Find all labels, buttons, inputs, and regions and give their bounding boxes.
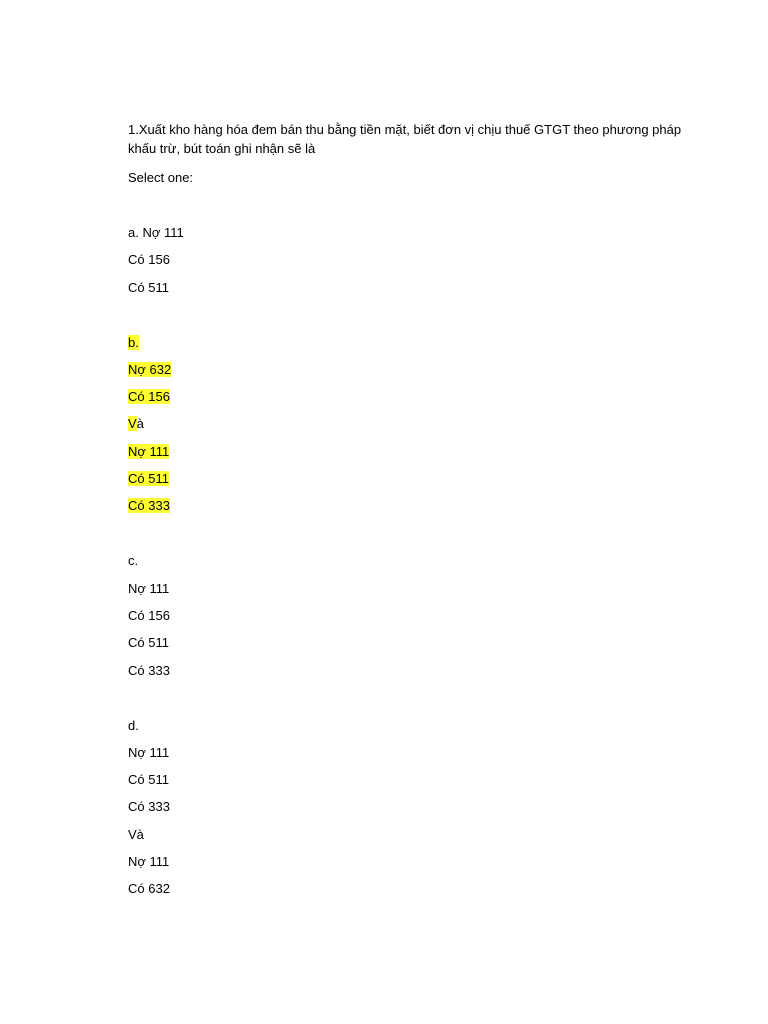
option-line-text: Nợ 632	[128, 361, 172, 377]
option-line	[128, 387, 688, 406]
option-line-text: Có 156	[128, 389, 170, 405]
question-text: 1.Xuất kho hàng hóa đem bán thu bằng tiền mặt, biết đơn vị chịu thuế GTGT theo phương pháp khấu trừ, bút toán ghi nhận sẽ là	[128, 122, 682, 156]
option-line-text: b.	[128, 334, 139, 350]
option-c	[128, 551, 688, 679]
option-line-text: Có 333	[128, 498, 170, 514]
option-line-text: Có 333	[128, 662, 170, 678]
option-d	[128, 716, 688, 899]
option-line-text: Có 511	[128, 471, 169, 487]
option-line-text: Nợ 111	[128, 443, 170, 459]
option-line	[128, 360, 688, 379]
document-body	[128, 120, 688, 907]
option-line	[128, 333, 688, 352]
option-line	[128, 770, 688, 789]
option-line	[128, 496, 688, 515]
option-line	[128, 743, 688, 762]
option-line-text: Nợ 111	[128, 744, 170, 760]
option-line-text: Có 511	[128, 772, 169, 788]
option-line	[128, 633, 688, 652]
option-line-text: Có 156	[128, 252, 170, 268]
option-line-text: Có 156	[128, 607, 170, 623]
option-line-text: Có 511	[128, 279, 169, 295]
option-line	[128, 579, 688, 598]
option-line	[128, 716, 688, 735]
option-line	[128, 414, 688, 433]
option-line	[128, 442, 688, 461]
option-line-text: Và	[128, 826, 144, 842]
option-line	[128, 278, 688, 297]
option-line-text: Nợ 111	[128, 580, 170, 596]
option-b	[128, 333, 688, 516]
option-line	[128, 825, 688, 844]
option-line-text: Có 511	[128, 635, 169, 651]
option-line-text: Có 632	[128, 881, 170, 897]
option-line-text: Nợ 111	[128, 854, 170, 870]
option-line-text: a. Nợ 111	[128, 225, 184, 240]
option-line	[128, 551, 688, 570]
option-a	[128, 223, 688, 297]
option-line	[128, 852, 688, 871]
option-line	[128, 797, 688, 816]
option-line	[128, 879, 688, 898]
select-one-prompt: Select one:	[128, 170, 194, 185]
option-line	[128, 606, 688, 625]
option-line-text: d.	[128, 717, 139, 733]
option-line	[128, 661, 688, 680]
option-line	[128, 250, 688, 269]
option-line	[128, 223, 688, 242]
option-line-text: Có 333	[128, 799, 170, 815]
option-line-text: Và	[128, 416, 144, 432]
option-line	[128, 469, 688, 488]
option-line-text: c.	[128, 553, 139, 569]
